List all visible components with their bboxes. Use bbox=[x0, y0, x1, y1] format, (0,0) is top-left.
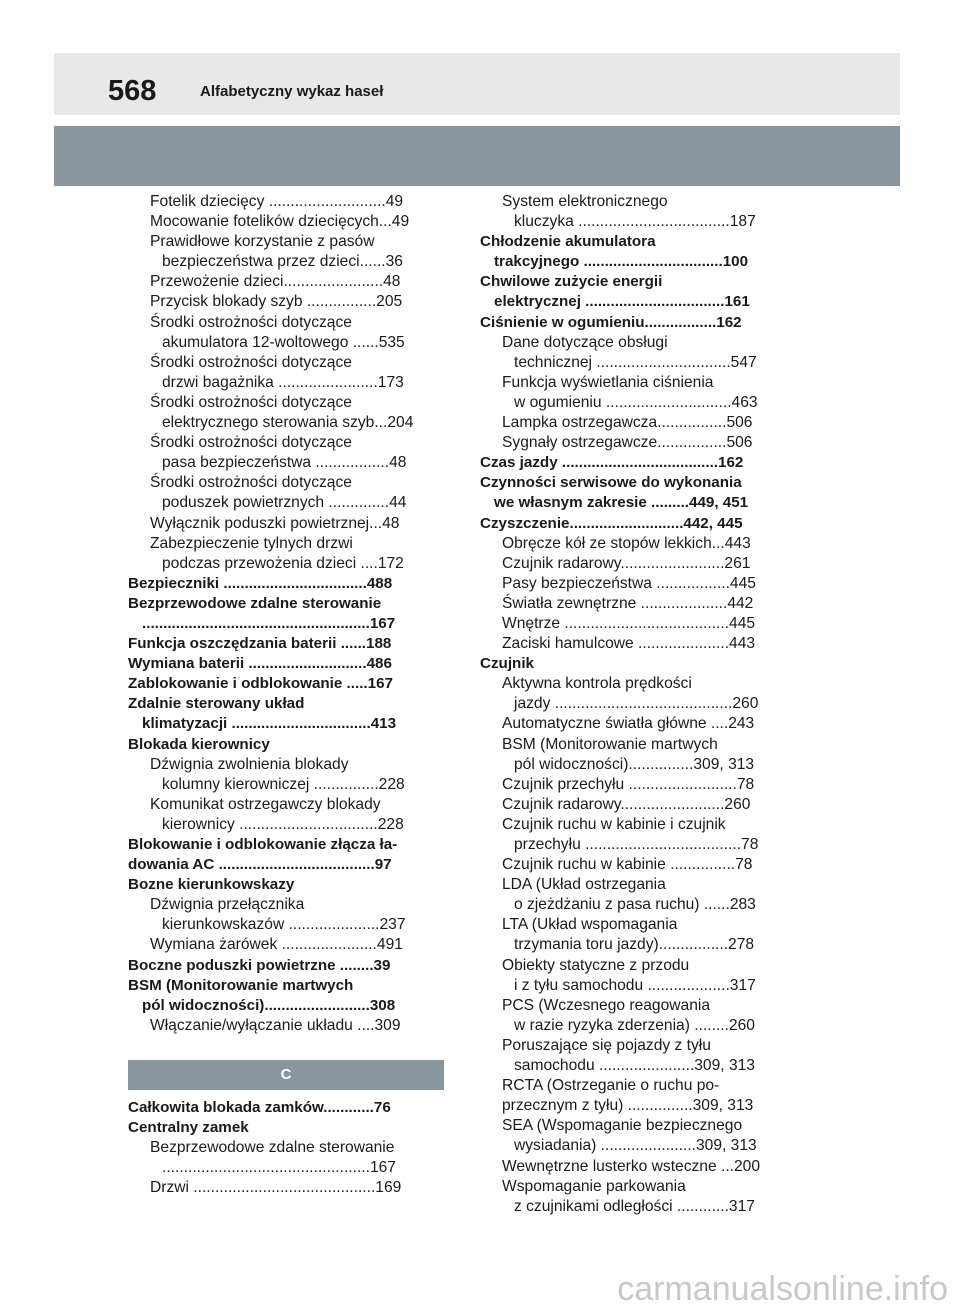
entry-line: Poruszające się pojazdy z tyłu bbox=[502, 1036, 711, 1054]
index-entry bbox=[128, 895, 444, 935]
entry-line: ......................................................167 bbox=[142, 614, 396, 632]
entry-line: Przewożenie dzieci.......................48 bbox=[150, 273, 401, 291]
entry-line: Czynności serwisowe do wykonania bbox=[480, 474, 742, 492]
entry-line: w ogumieniu .............................463 bbox=[514, 393, 758, 411]
entry-line: Czujnik radarowy........................261 bbox=[502, 554, 751, 572]
index-entry bbox=[480, 735, 796, 775]
entry-line: wysiadania) ......................309, 313 bbox=[514, 1137, 757, 1155]
index-heading bbox=[128, 875, 444, 895]
index-entry bbox=[480, 554, 796, 574]
index-entry bbox=[128, 1016, 444, 1036]
entry-line: Chwilowe zużycie energii bbox=[480, 273, 663, 291]
index-heading bbox=[128, 634, 444, 654]
entry-line: trakcyjnego .................................100 bbox=[494, 253, 749, 271]
entry-line: Środki ostrożności dotyczące bbox=[150, 313, 352, 331]
index-list bbox=[128, 1098, 444, 1198]
entry-line: Wnętrze ......................................445 bbox=[502, 614, 756, 632]
entry-line: Całkowita blokada zamków............76 bbox=[128, 1098, 391, 1116]
entry-line: akumulatora 12-woltowego ......535 bbox=[162, 333, 405, 351]
index-entry bbox=[480, 1076, 796, 1096]
entry-line: Zabezpieczenie tylnych drzwi bbox=[150, 534, 353, 552]
entry-line: Ciśnienie w ogumieniu.................162 bbox=[480, 313, 742, 331]
entry-line: Środki ostrożności dotyczące bbox=[150, 393, 352, 411]
entry-line: z czujnikami odległości ............317 bbox=[514, 1197, 755, 1215]
entry-line: przechyłu ....................................78 bbox=[514, 836, 759, 853]
index-heading bbox=[480, 232, 796, 272]
entry-line: Dane dotyczące obsługi bbox=[502, 333, 668, 351]
entry-line: Zdalnie sterowany układ bbox=[128, 695, 305, 713]
entry-line: Fotelik dziecięcy ...........................49 bbox=[150, 193, 404, 210]
entry-line: technicznej ...............................547 bbox=[514, 353, 757, 371]
index-entry bbox=[480, 1177, 796, 1217]
entry-line: kluczyka ...................................187 bbox=[514, 213, 756, 231]
header-bar bbox=[54, 53, 900, 115]
entry-line: kierownicy ................................228 bbox=[162, 815, 404, 833]
index-heading bbox=[128, 835, 444, 855]
entry-line: BSM (Monitorowanie martwych bbox=[502, 735, 718, 753]
index-entry bbox=[480, 192, 796, 232]
entry-line: przecznym z tyłu) ...............309, 313 bbox=[502, 1097, 754, 1115]
entry-line: w razie ryzyka zderzenia) ........260 bbox=[514, 1016, 755, 1034]
entry-line: samochodu ......................309, 313 bbox=[514, 1057, 755, 1075]
entry-line: Sygnały ostrzegawcze................506 bbox=[502, 434, 753, 452]
index-entry bbox=[128, 393, 444, 433]
entry-line: dowania AC .....................................97 bbox=[128, 856, 392, 874]
entry-line: Zablokowanie i odblokowanie .....167 bbox=[128, 675, 393, 693]
index-entry bbox=[480, 1096, 796, 1116]
entry-line: SEA (Wspomaganie bezpiecznego bbox=[502, 1117, 743, 1135]
entry-line: Wspomaganie parkowania bbox=[502, 1177, 686, 1195]
index-heading bbox=[128, 956, 444, 976]
entry-line: Bozne kierunkowskazy bbox=[128, 876, 295, 894]
entry-line: Lampka ostrzegawcza................506 bbox=[502, 414, 753, 432]
index-entry bbox=[480, 674, 796, 714]
entry-line: Automatyczne światła główne ....243 bbox=[502, 715, 755, 733]
page-title: Alfabetyczny wykaz haseł bbox=[200, 83, 384, 100]
index-entry bbox=[128, 232, 444, 272]
index-heading bbox=[128, 594, 444, 634]
entry-line: Wymiana żarówek ......................491 bbox=[150, 936, 403, 954]
index-entry bbox=[128, 313, 444, 353]
index-entry bbox=[480, 413, 796, 433]
entry-line: Funkcja wyświetlania ciśnienia bbox=[502, 373, 714, 391]
entry-line: Blokada kierownicy bbox=[128, 735, 270, 753]
entry-line: Chłodzenie akumulatora bbox=[480, 233, 656, 251]
index-entry bbox=[128, 433, 444, 473]
entry-line: Czujnik bbox=[480, 655, 535, 673]
index-entry bbox=[480, 614, 796, 634]
entry-line: Obiekty statyczne z przodu bbox=[502, 956, 690, 974]
entry-line: Dźwignia przełącznika bbox=[150, 896, 305, 914]
index-entry bbox=[480, 795, 796, 815]
entry-line: RCTA (Ostrzeganie o ruchu po- bbox=[502, 1077, 720, 1095]
entry-line: ................................................167 bbox=[162, 1159, 396, 1177]
index-heading bbox=[480, 514, 796, 534]
index-entry bbox=[480, 594, 796, 614]
entry-line: klimatyzacji .................................413 bbox=[142, 715, 397, 733]
entry-line: Światła zewnętrzne ....................442 bbox=[502, 594, 754, 612]
entry-line: Czyszczenie...........................442, 445 bbox=[480, 514, 743, 532]
watermark-text: carmanualsonline.info bbox=[617, 1270, 948, 1308]
entry-line: Przycisk blokady szyb ................205 bbox=[150, 293, 403, 311]
entry-line: Funkcja oszczędzania baterii ......188 bbox=[128, 635, 392, 653]
entry-line: pól widoczności)...............309, 313 bbox=[514, 755, 755, 773]
entry-line: Pasy bezpieczeństwa .................445 bbox=[502, 574, 756, 592]
entry-line: Środki ostrożności dotyczące bbox=[150, 474, 352, 492]
entry-line: elektrycznego sterowania szyb...204 bbox=[162, 414, 414, 432]
page-number: 568 bbox=[108, 75, 157, 107]
index-entry bbox=[480, 996, 796, 1036]
index-heading bbox=[128, 855, 444, 875]
entry-line: Obręcze kół ze stopów lekkich...443 bbox=[502, 534, 751, 552]
index-heading bbox=[128, 674, 444, 694]
entry-line: Wewnętrzne lusterko wsteczne ...200 bbox=[502, 1157, 760, 1175]
index-entry bbox=[128, 514, 444, 534]
entry-line: poduszek powietrznych ..............44 bbox=[162, 494, 407, 512]
entry-line: elektrycznej .................................161 bbox=[494, 293, 750, 311]
header-band bbox=[54, 126, 900, 186]
entry-line: Środki ostrożności dotyczące bbox=[150, 353, 352, 371]
index-heading bbox=[128, 976, 444, 1016]
index-heading bbox=[480, 654, 796, 674]
index-column-left bbox=[128, 192, 444, 1198]
index-heading bbox=[480, 473, 796, 513]
entry-line: Włączanie/wyłączanie układu ....309 bbox=[150, 1016, 401, 1034]
entry-line: we własnym zakresie .........449, 451 bbox=[494, 494, 749, 512]
index-heading bbox=[128, 735, 444, 755]
index-entry bbox=[480, 333, 796, 373]
index-entry bbox=[480, 433, 796, 453]
entry-line: Blokowanie i odblokowanie złącza ła- bbox=[128, 836, 398, 853]
index-entry bbox=[480, 1157, 796, 1177]
entry-line: trzymania toru jazdy)................278 bbox=[514, 936, 755, 954]
entry-line: pól widoczności).........................308 bbox=[142, 996, 396, 1014]
entry-line: Mocowanie fotelików dziecięcych...49 bbox=[150, 213, 410, 231]
entry-line: i z tyłu samochodu ...................317 bbox=[514, 976, 756, 994]
index-entry bbox=[128, 272, 444, 292]
index-entry bbox=[480, 1036, 796, 1076]
index-entry bbox=[128, 353, 444, 393]
entry-line: pasa bezpieczeństwa .................48 bbox=[162, 454, 407, 472]
entry-line: kierunkowskazów .....................237 bbox=[162, 916, 406, 934]
entry-line: Czujnik radarowy........................260 bbox=[502, 795, 751, 813]
index-entry bbox=[480, 775, 796, 795]
entry-line: kolumny kierowniczej ...............228 bbox=[162, 775, 405, 793]
index-entry bbox=[128, 212, 444, 232]
index-entry bbox=[128, 1138, 444, 1178]
index-entry bbox=[480, 373, 796, 413]
index-heading bbox=[128, 1118, 444, 1138]
entry-line: Zaciski hamulcowe .....................443 bbox=[502, 635, 756, 653]
entry-line: Czujnik ruchu w kabinie ...............78 bbox=[502, 856, 753, 874]
entry-line: Bezprzewodowe zdalne sterowanie bbox=[128, 594, 382, 612]
index-entry bbox=[480, 714, 796, 734]
index-heading bbox=[480, 313, 796, 333]
entry-line: LTA (Układ wspomagania bbox=[502, 916, 678, 934]
index-entry bbox=[480, 855, 796, 875]
index-entry bbox=[128, 1178, 444, 1198]
entry-line: Komunikat ostrzegawczy blokady bbox=[150, 795, 381, 813]
entry-line: podczas przewożenia dzieci ....172 bbox=[162, 554, 404, 572]
index-entry bbox=[480, 534, 796, 554]
entry-line: Wymiana baterii ............................486 bbox=[128, 655, 392, 673]
entry-line: Czujnik ruchu w kabinie i czujnik bbox=[502, 815, 726, 833]
index-entry bbox=[480, 634, 796, 654]
index-list bbox=[480, 192, 796, 1217]
entry-line: Centralny zamek bbox=[128, 1119, 249, 1137]
index-heading bbox=[128, 1098, 444, 1118]
entry-line: Wyłącznik poduszki powietrznej...48 bbox=[150, 514, 400, 532]
index-heading bbox=[480, 272, 796, 312]
entry-line: o zjeżdżaniu z pasa ruchu) ......283 bbox=[514, 896, 756, 914]
index-entry bbox=[128, 192, 444, 212]
section-header: C bbox=[128, 1060, 444, 1090]
index-entry bbox=[128, 534, 444, 574]
index-column-right bbox=[480, 192, 796, 1217]
entry-line: drzwi bagażnika .......................173 bbox=[162, 373, 404, 391]
index-heading bbox=[128, 694, 444, 734]
entry-line: Czujnik przechyłu .........................78 bbox=[502, 775, 755, 793]
index-entry bbox=[128, 473, 444, 513]
entry-line: Czas jazdy .....................................162 bbox=[480, 454, 744, 472]
index-entry bbox=[128, 795, 444, 835]
entry-line: Bezpieczniki ..................................488 bbox=[128, 574, 393, 592]
index-entry bbox=[480, 915, 796, 955]
entry-line: jazdy .........................................260 bbox=[514, 695, 759, 713]
index-entry bbox=[480, 956, 796, 996]
index-entry bbox=[480, 815, 796, 855]
index-entry bbox=[128, 935, 444, 955]
entry-line: bezpieczeństwa przez dzieci......36 bbox=[162, 253, 403, 271]
index-heading bbox=[480, 453, 796, 473]
index-entry bbox=[480, 574, 796, 594]
index-heading bbox=[128, 574, 444, 594]
entry-line: Boczne poduszki powietrzne ........39 bbox=[128, 956, 391, 974]
entry-line: System elektronicznego bbox=[502, 193, 668, 210]
entry-line: Dźwignia zwolnienia blokady bbox=[150, 755, 349, 773]
index-list bbox=[128, 192, 444, 1036]
index-entry bbox=[480, 875, 796, 915]
entry-line: Bezprzewodowe zdalne sterowanie bbox=[150, 1139, 395, 1157]
entry-line: Prawidłowe korzystanie z pasów bbox=[150, 233, 375, 251]
index-entry bbox=[128, 292, 444, 312]
entry-line: PCS (Wczesnego reagowania bbox=[502, 996, 711, 1014]
entry-line: Środki ostrożności dotyczące bbox=[150, 434, 352, 452]
entry-line: Aktywna kontrola prędkości bbox=[502, 675, 692, 693]
entry-line: LDA (Układ ostrzegania bbox=[502, 876, 666, 894]
index-heading bbox=[128, 654, 444, 674]
index-entry bbox=[128, 755, 444, 795]
entry-line: BSM (Monitorowanie martwych bbox=[128, 976, 354, 994]
index-entry bbox=[480, 1116, 796, 1156]
entry-line: Drzwi ..........................................169 bbox=[150, 1179, 402, 1197]
